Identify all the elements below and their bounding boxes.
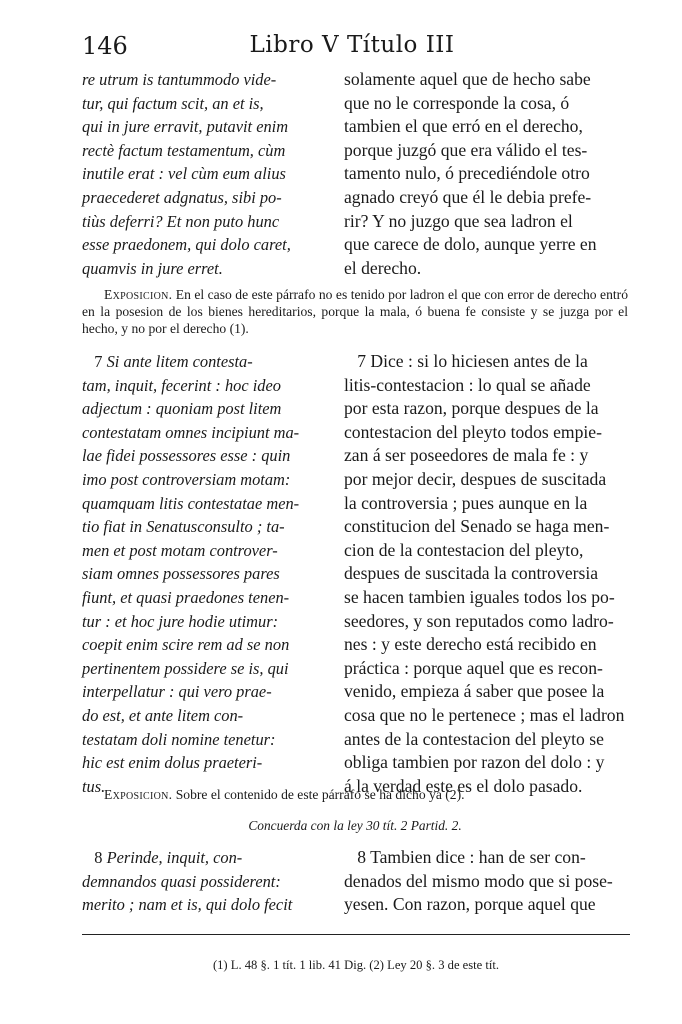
spanish-line: agnado creyó que él le debia prefe- [344, 186, 592, 207]
latin-line: merito ; nam et is, qui dolo fecit [82, 895, 293, 915]
latin-line: fiunt, et quasi praedones tenen- [82, 587, 290, 607]
spanish-line: el derecho. [344, 257, 422, 278]
section-continued [82, 68, 630, 280]
running-head: Libro V Título III [249, 32, 455, 58]
spanish-column [344, 350, 630, 798]
exposicion-paragraph [82, 786, 628, 803]
exposicion-label: Exposicion. [104, 787, 173, 802]
latin-line: re utrum is tantummodo vide- [82, 70, 277, 89]
spanish-line: denados del mismo modo que si pose- [344, 870, 613, 891]
spanish-line: contestacion del pleyto todos empie- [344, 421, 602, 442]
latin-line: lae fidei possessores esse : quin [82, 446, 291, 466]
spanish-line: nes : y este derecho está recibido en [344, 634, 597, 655]
latin-column [82, 846, 322, 917]
spanish-line: despues de suscitada la controversia [344, 563, 599, 584]
latin-line: coepit enim scire rem ad se non [82, 635, 290, 655]
spanish-line: la controversia ; pues aunque en la [344, 492, 588, 513]
spanish-line: 8 Tambien dice : han de ser con- [357, 847, 586, 867]
spanish-line: obliga tambien por razon del dolo : y [344, 752, 605, 773]
spanish-line: cion de la contestacion del pleyto, [344, 539, 584, 560]
spanish-line: por esta razon, porque despues de la [344, 398, 599, 419]
latin-line: contestatam omnes incipiunt ma- [82, 422, 300, 442]
spanish-line: litis-contestacion : lo qual se añade [344, 374, 591, 395]
spanish-line: que no le corresponde la cosa, ó [344, 92, 570, 113]
paragraph-7 [82, 350, 630, 798]
latin-line: imo post controversiam motam: [82, 469, 291, 489]
latin-line: 8 Perinde, inquit, con- [94, 848, 243, 867]
latin-line: siam omnes possessores pares [82, 564, 280, 584]
latin-line: pertinentem possidere se is, qui [82, 658, 289, 678]
latin-line: inutile erat : vel cùm eum alius [82, 164, 286, 184]
latin-line: praecederet adgnatus, sibi po- [82, 187, 282, 207]
concordance-note: Concuerda con la ley 30 tít. 2 Partid. 2. [248, 818, 462, 833]
paragraph-number: 7 [94, 352, 103, 371]
latin-line: interpellatur : qui vero prae- [82, 682, 272, 702]
latin-line: do est, et ante litem con- [82, 705, 244, 725]
latin-line: tur : et hoc jure hodie utimur: [82, 611, 279, 631]
paragraph-8 [82, 846, 630, 917]
page-number: 146 [82, 32, 128, 60]
paragraph-number: 8 [94, 848, 103, 867]
latin-line: demnandos quasi possiderent: [82, 871, 281, 891]
spanish-line: tamento nulo, ó precediéndole otro [344, 163, 590, 184]
footnote-rule [82, 934, 630, 935]
paragraph-number: 8 [357, 847, 366, 867]
spanish-line: se hacen tambien iguales todos los po- [344, 586, 615, 607]
spanish-column [344, 68, 630, 280]
latin-line: adjectum : quoniam post litem [82, 399, 282, 419]
latin-column [82, 68, 322, 280]
latin-line: tiùs deferri? Et non puto hunc [82, 211, 280, 231]
exposicion-text: Sobre el contenido de este párrafo se ha dicho ya (2). [172, 787, 465, 802]
latin-line: quamvis in jure erret. [82, 258, 223, 278]
spanish-line: tambien el que erró en el derecho, [344, 116, 583, 137]
latin-line: rectè factum testamentum, cùm [82, 140, 286, 160]
exposicion-paragraph [82, 286, 628, 337]
spanish-line: 7 Dice : si lo hiciesen antes de la [357, 351, 588, 371]
spanish-line: antes de la contestacion del pleyto se [344, 728, 604, 749]
spanish-line: constitucion del Senado se haga men- [344, 516, 610, 537]
spanish-line: yesen. Con razon, porque aquel que [344, 894, 596, 915]
spanish-line: que carece de dolo, aunque yerre en [344, 234, 597, 255]
latin-column [82, 350, 322, 798]
spanish-line: á la verdad este es el dolo pasado. [344, 775, 583, 796]
latin-line: hic est enim dolus praeteri- [82, 753, 263, 773]
latin-line: testatam doli nomine tenetur: [82, 729, 276, 749]
exposicion-label: Exposicion. [104, 287, 173, 302]
spanish-line: práctica : porque aquel que es recon- [344, 657, 603, 678]
latin-line: tio fiat in Senatusconsulto ; ta- [82, 517, 285, 537]
exposicion-text: En el caso de este párrafo no es tenido por ladron el que con error de derecho entró en la posesion de los bienes hereditarios, porque la mala, ó buena fe consiste y se juzga por el hecho, y no por el derecho (1). [82, 287, 628, 336]
latin-line: tus. [82, 776, 106, 796]
spanish-line: porque juzgó que era válido el tes- [344, 139, 588, 160]
latin-line: tur, qui factum scit, an et is, [82, 93, 264, 113]
spanish-column [344, 846, 630, 917]
spanish-line: seedores, y son reputados como ladro- [344, 610, 614, 631]
paragraph-number: 7 [357, 351, 366, 371]
spanish-line: por mejor decir, despues de suscitada [344, 468, 607, 489]
spanish-line: venido, empieza á saber que posee la [344, 681, 605, 702]
spanish-line: cosa que no le pertenece ; mas el ladron [344, 704, 625, 725]
spanish-line: solamente aquel que de hecho sabe [344, 69, 591, 89]
latin-line: qui in jure erravit, putavit enim [82, 117, 289, 137]
latin-line: tam, inquit, fecerint : hoc ideo [82, 375, 281, 395]
latin-line: quamquam litis contestatae men- [82, 493, 300, 513]
latin-line: 7 Si ante litem contesta- [94, 352, 253, 371]
spanish-line: rir? Y no juzgo que sea ladron el [344, 210, 573, 231]
latin-line: esse praedonem, qui dolo caret, [82, 235, 291, 255]
page-header [82, 30, 622, 66]
latin-line: men et post motam controver- [82, 540, 278, 560]
footnotes: (1) L. 48 §. 1 tít. 1 lib. 41 Dig. (2) Ley 20 §. 3 de este tít. [212, 958, 500, 972]
spanish-line: zan á ser poseedores de mala fe : y [344, 445, 589, 466]
